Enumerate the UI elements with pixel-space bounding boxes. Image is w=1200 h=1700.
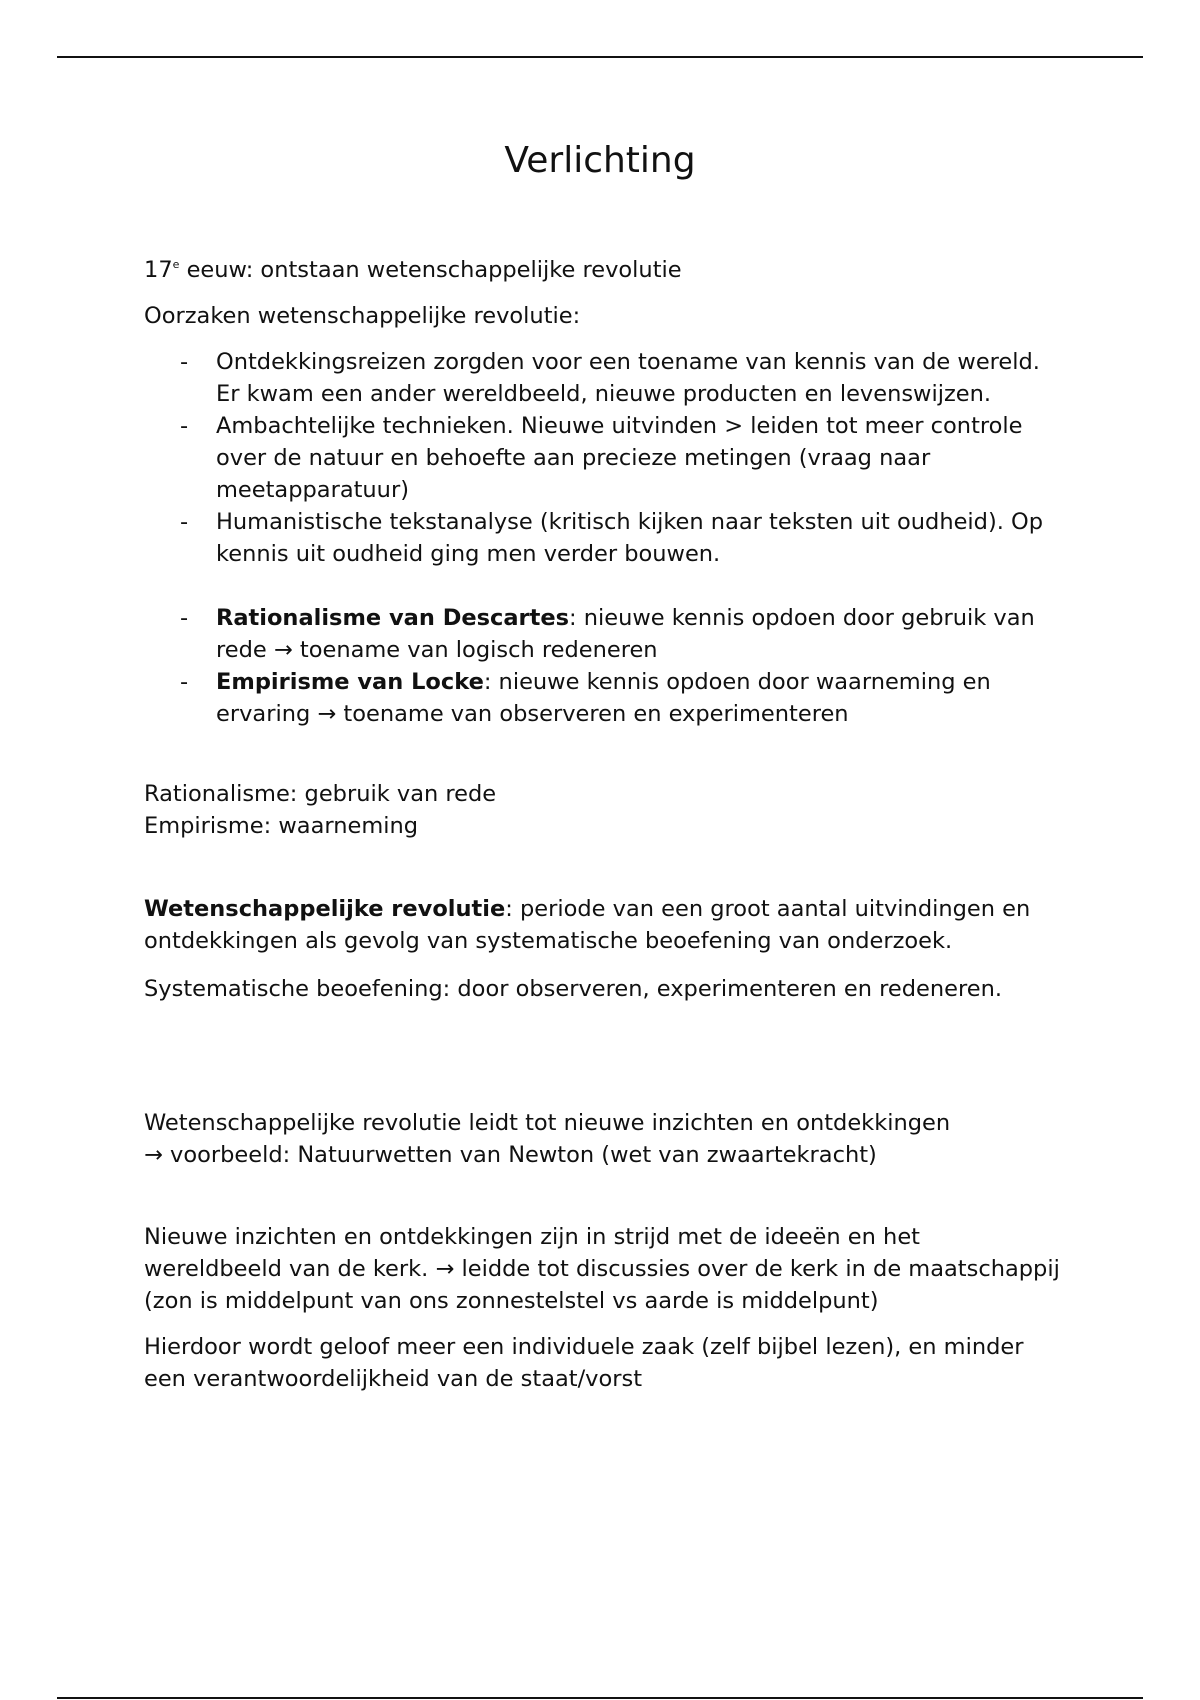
list-item bbox=[144, 666, 1064, 730]
method-term: Empirisme van Locke bbox=[216, 669, 484, 695]
bullet-dash: - bbox=[180, 669, 189, 695]
arrow-right-icon: → bbox=[144, 1142, 163, 1168]
bullet-dash: - bbox=[180, 605, 189, 631]
summary-line: Rationalisme: gebruik van rede bbox=[144, 781, 497, 807]
footer-rule bbox=[57, 1697, 1143, 1699]
arrow-right-icon: → bbox=[317, 701, 337, 727]
bullet-dash: - bbox=[180, 413, 189, 439]
consequence-line: Wetenschappelijke revolutie leidt tot nieuwe inzichten en ontdekkingen bbox=[144, 1110, 951, 1136]
definition-paragraph bbox=[144, 893, 1064, 957]
methods-list bbox=[144, 602, 1064, 730]
method-term: Rationalisme van Descartes bbox=[216, 605, 570, 631]
intro-text: eeuw: ontstaan wetenschappelijke revolutie bbox=[179, 257, 682, 283]
list-item bbox=[144, 410, 1064, 506]
list-item bbox=[144, 346, 1064, 410]
document-title: Verlichting bbox=[504, 140, 696, 181]
definition-term: Wetenschappelijke revolutie bbox=[144, 896, 506, 922]
summary-line: Empirisme: waarneming bbox=[144, 813, 419, 839]
century-number: 17 bbox=[144, 257, 173, 283]
causes-heading: Oorzaken wetenschappelijke revolutie: bbox=[144, 303, 581, 329]
systematic-paragraph: Systematische beoefening: door observeren, experimenteren en redeneren. bbox=[144, 976, 1002, 1002]
intro-line bbox=[144, 254, 1064, 286]
cause-text: Ambachtelijke technieken. Nieuwe uitvinden > leiden tot meer controle over de natuur en behoefte aan precieze metingen (vraag naar meetapparatuur) bbox=[216, 413, 1023, 503]
cause-text: Humanistische tekstanalyse (kritisch kijken naar teksten uit oudheid). Op kennis uit oudheid ging men verder bouwen. bbox=[216, 509, 1044, 567]
method-result: toename van logisch redeneren bbox=[292, 637, 658, 663]
causes-list bbox=[144, 346, 1064, 570]
method-text: : nieuwe kennis opdoen door gebruik van rede bbox=[216, 605, 1035, 663]
arrow-right-icon: → bbox=[273, 637, 293, 663]
list-item bbox=[144, 506, 1064, 570]
arrow-right-icon: → bbox=[435, 1256, 455, 1282]
consequence-example: voorbeeld: Natuurwetten van Newton (wet van zwaartekracht) bbox=[162, 1142, 877, 1168]
cause-text: Ontdekkingsreizen zorgden voor een toename van kennis van de wereld. Er kwam een ander wereldbeeld, nieuwe producten en levenswijzen. bbox=[216, 349, 1040, 407]
faith-paragraph: Hierdoor wordt geloof meer een individuele zaak (zelf bijbel lezen), en minder een verantwoordelijkheid van de staat/vorst bbox=[144, 1334, 1024, 1392]
church-text: Nieuwe inzichten en ontdekkingen zijn in strijd met de ideeën en het wereldbeeld van de kerk. bbox=[144, 1224, 920, 1282]
bullet-dash: - bbox=[180, 349, 189, 375]
method-result: toename van observeren en experimenteren bbox=[336, 701, 849, 727]
church-paragraph bbox=[144, 1221, 1064, 1317]
century-superscript: e bbox=[172, 258, 180, 271]
church-result: leidde tot discussies over de kerk in de maatschappij (zon is middelpunt van ons zonnestelstel vs aarde is middelpunt) bbox=[144, 1256, 1060, 1314]
bullet-dash: - bbox=[180, 509, 189, 535]
method-text: : nieuwe kennis opdoen door waarneming en ervaring bbox=[216, 669, 991, 727]
header-rule bbox=[57, 56, 1143, 58]
definition-text: : periode van een groot aantal uitvindingen en ontdekkingen als gevolg van systematische beoefening van onderzoek. bbox=[144, 896, 1031, 954]
list-item bbox=[144, 602, 1064, 666]
document-body bbox=[144, 254, 1064, 1395]
consequence-paragraph bbox=[144, 1107, 1064, 1171]
